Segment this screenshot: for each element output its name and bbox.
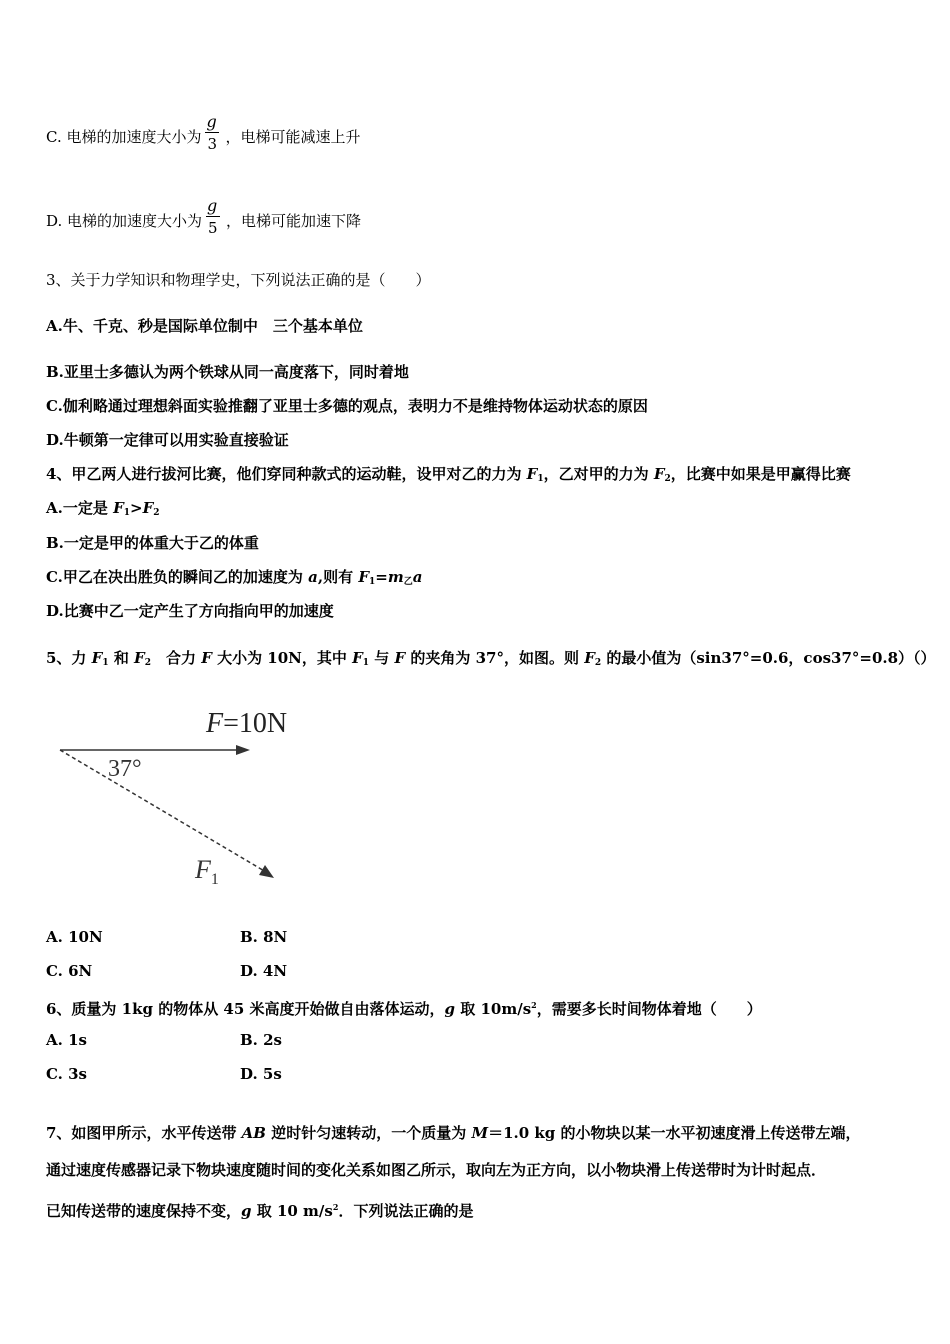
force-f-arrowhead <box>236 745 250 755</box>
q7-line-2: 通过速度传感器记录下物块速度随时间的变化关系如图乙所示，取向左为正方向，以小物块滑上传送带时为计时起点． <box>46 1161 827 1179</box>
q4-option-b: B.一定是甲的体重大于乙的体重 <box>46 534 259 552</box>
q5-stem: 5、力 $F_1$ 和 $F_2$ 合力 F 大小为 10N，其中 $F_1$ 与 F 的夹角为 37°，如图。则 $F_2$ 的最小值为（sin37°=0.6，cos37°=0.8）（） <box>46 649 936 668</box>
q5-option-d: D. 4N <box>240 962 288 980</box>
force-f1-arrowhead <box>259 865 274 878</box>
q6-option-b: B. 2s <box>240 1031 283 1049</box>
q5-option-b: B. 8N <box>240 928 288 946</box>
q3-option-c: C.伽利略通过理想斜面实验推翻了亚里士多德的观点，表明力不是维持物体运动状态的原因 <box>46 397 648 415</box>
q6-option-a: A. 1s <box>46 1031 87 1049</box>
force-f-label: F=10N <box>206 708 288 739</box>
q2-option-d: D. 电梯的加速度大小为 $\frac{g}{5}$ ，电梯可能加速下降 <box>46 196 362 237</box>
q2-option-c: C. 电梯的加速度大小为 $\frac{g}{3}$ ，电梯可能减速上升 <box>46 112 361 153</box>
fraction-g-over-5: $\frac{g}{5}$ <box>202 211 226 231</box>
q3-option-b: B.亚里士多德认为两个铁球从同一高度落下，同时着地 <box>46 363 409 381</box>
q3-stem: 3、关于力学知识和物理学史，下列说法正确的是（ ） <box>46 271 431 289</box>
fraction-g-over-3: $\frac{g}{3}$ <box>201 127 225 147</box>
q7-line-3: 已知传送带的速度保持不变，g 取 10 $m/s^2$．下列说法正确的是 <box>46 1202 474 1220</box>
q4-option-d: D.比赛中乙一定产生了方向指向甲的加速度 <box>46 602 334 620</box>
q3-option-a: A.牛、千克、秒是国际单位制中 三个基本单位 <box>46 317 363 335</box>
q6-option-c: C. 3s <box>46 1065 88 1083</box>
force-f1-arrow <box>60 750 266 872</box>
q3-option-d: D.牛顿第一定律可以用实验直接验证 <box>46 431 289 449</box>
force-diagram <box>40 700 320 900</box>
q5-option-c: C. 6N <box>46 962 93 980</box>
q4-option-a: A.一定是 $F_1>F_2$ <box>46 499 160 518</box>
q7-line-1: 7、如图甲所示，水平传送带 AB 逆时针匀速转动，一个质量为 M＝1.0 kg 的小物块以某一水平初速度滑上传送带左端， <box>46 1124 861 1142</box>
force-f1-label: $F_1$ <box>195 855 219 888</box>
angle-label: 37° <box>108 756 142 782</box>
q6-stem: 6、质量为 1kg 的物体从 45 米高度开始做自由落体运动，g 取 $10m/s^2$，需要多长时间物体着地（ ） <box>46 1000 762 1018</box>
q4-option-c: C.甲乙在决出胜负的瞬间乙的加速度为 a,则有 $F_1=m_乙a$ <box>46 568 423 587</box>
q6-option-d: D. 5s <box>240 1065 282 1083</box>
q5-option-a: A. 10N <box>46 928 103 946</box>
q4-stem: 4、甲乙两人进行拔河比赛，他们穿同种款式的运动鞋，设甲对乙的力为 $F_1$，乙对甲的力为 $F_2$，比赛中如果是甲赢得比赛 <box>46 465 851 484</box>
